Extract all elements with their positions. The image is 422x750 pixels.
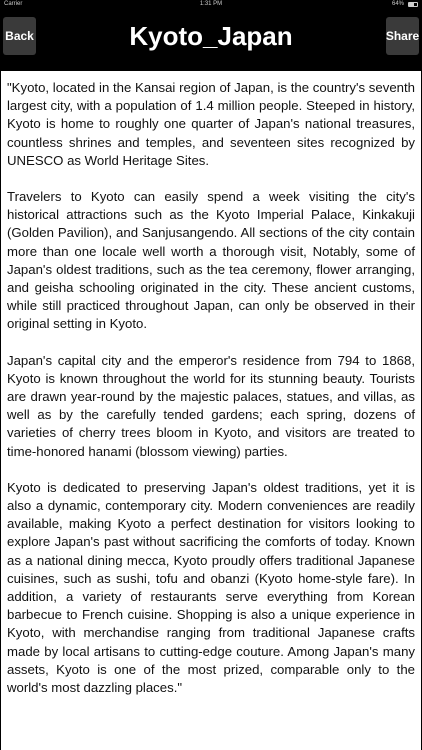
share-button[interactable]: Share bbox=[386, 17, 419, 55]
page-title: Kyoto_Japan bbox=[129, 20, 293, 51]
back-button[interactable]: Back bbox=[3, 17, 36, 55]
article-paragraph-1: "Kyoto, located in the Kansai region of Japan, is the country's seventh largest city, with a population of 1.4 million people. Steeped in history, Kyoto is home to roughly one quarter of Japan's national treasures, countless shrines and temples, and seventeen sites recognized by UNESCO as World Heritage Sites. bbox=[7, 80, 415, 168]
carrier-label: Carrier bbox=[4, 1, 23, 7]
status-bar bbox=[0, 0, 422, 10]
battery-icon bbox=[408, 2, 418, 7]
navigation-bar bbox=[0, 10, 422, 62]
status-time: 1:31 PM bbox=[199, 1, 223, 7]
article-text-view[interactable] bbox=[1, 71, 421, 750]
article-paragraph-4: Kyoto is dedicated to preserving Japan's oldest traditions, yet it is also a dynamic, contemporary city. Modern conveniences are readily available, making Kyoto a perfect destination for visitors looking to explore Japan's past without sacrificing the comforts of today. Known as a national dining mecca, Kyoto proudly offers traditional Japanese cuisines, such as sushi, tofu and obanzi (Kyoto home-style fare). In addition, a variety of restaurants serve everything from Korean barbecue to French cuisine. Shopping is also a unique experience in Kyoto, with merchandise ranging from traditional Japanese crafts made by local artisans to cutting-edge couture. Among Japan's many assets, Kyoto is one of the most prized, comparable only to the world's most dazzling places." bbox=[7, 479, 415, 696]
battery-percentage: 64% bbox=[391, 1, 404, 7]
content-frame bbox=[0, 71, 422, 750]
article-paragraph-2: Travelers to Kyoto can easily spend a week visiting the city's historical attractions such as the Kyoto Imperial Palace, Kinkakuji (Golden Pavilion), and Sanjusangendo. All sections of the city contain more than one locale well worth a thorough visit, Notably, some of Japan's oldest traditions, such as the tea ceremony, flower arranging, and geisha schooling originated in the city. These ancient customs, while still practiced throughout Japan, can only be observed in their original setting in Kyoto. bbox=[7, 189, 415, 332]
article-paragraph-3: Japan's capital city and the emperor's residence from 794 to 1868, Kyoto is known throughout the world for its stunning beauty. Tourists are drawn year-round by the majestic palaces, statues, and villas, as well as by the carefully tended gardens; each spring, dozens of varieties of cherry trees bloom in Kyoto, and visitors are treated to time-honored hanami (blossom viewing) parties. bbox=[7, 352, 415, 459]
